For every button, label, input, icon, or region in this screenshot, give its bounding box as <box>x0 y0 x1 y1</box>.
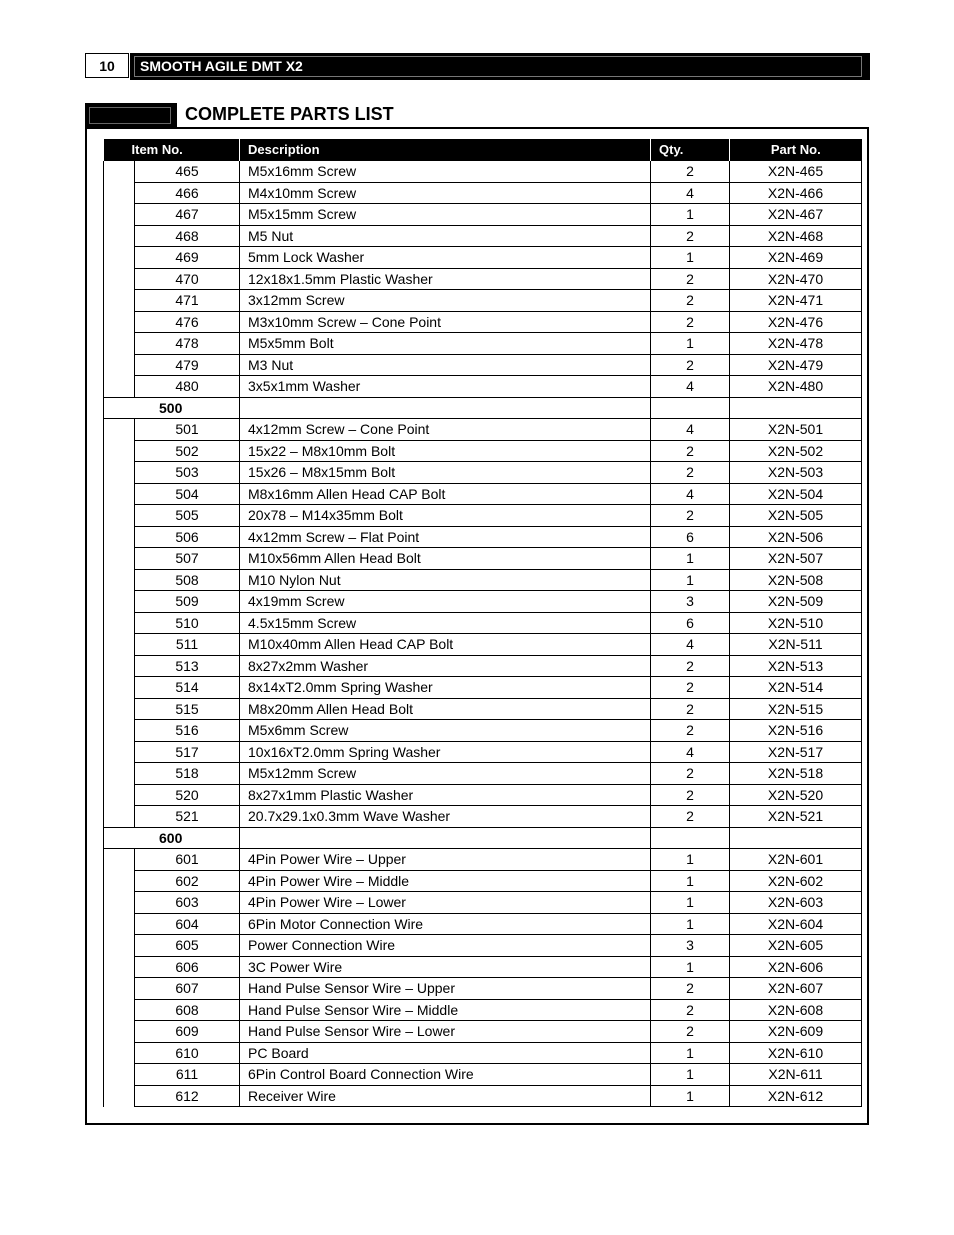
row-gutter <box>104 247 135 269</box>
group-number: 500 <box>104 397 240 419</box>
table-row <box>104 655 862 677</box>
parts-table <box>103 139 862 1107</box>
item-qty: 4 <box>651 483 730 505</box>
item-part-number: X2N-478 <box>730 333 862 355</box>
item-number: 503 <box>135 462 240 484</box>
table-row <box>104 376 862 398</box>
item-description: M5 Nut <box>240 225 651 247</box>
item-qty: 1 <box>651 1042 730 1064</box>
item-part-number: X2N-509 <box>730 591 862 613</box>
table-row <box>104 1085 862 1107</box>
table-row <box>104 935 862 957</box>
item-number: 514 <box>135 677 240 699</box>
table-row <box>104 526 862 548</box>
table-row <box>104 763 862 785</box>
row-gutter <box>104 161 135 183</box>
item-qty: 2 <box>651 311 730 333</box>
item-number: 516 <box>135 720 240 742</box>
item-part-number: X2N-507 <box>730 548 862 570</box>
item-description: M3x10mm Screw – Cone Point <box>240 311 651 333</box>
table-row <box>104 698 862 720</box>
table-row <box>104 1042 862 1064</box>
group-part-empty <box>730 827 862 849</box>
table-row <box>104 591 862 613</box>
row-gutter <box>104 677 135 699</box>
group-description-empty <box>240 397 651 419</box>
item-part-number: X2N-501 <box>730 419 862 441</box>
table-row <box>104 741 862 763</box>
row-gutter <box>104 720 135 742</box>
row-gutter <box>104 806 135 828</box>
parts-table-body <box>104 161 862 1107</box>
table-row <box>104 634 862 656</box>
item-description: 4Pin Power Wire – Middle <box>240 870 651 892</box>
page-header <box>85 53 870 80</box>
item-number: 609 <box>135 1021 240 1043</box>
section-title: COMPLETE PARTS LIST <box>185 104 394 124</box>
item-description: Power Connection Wire <box>240 935 651 957</box>
item-number: 606 <box>135 956 240 978</box>
item-qty: 1 <box>651 569 730 591</box>
item-part-number: X2N-468 <box>730 225 862 247</box>
item-number: 504 <box>135 483 240 505</box>
item-description: M10 Nylon Nut <box>240 569 651 591</box>
item-qty: 4 <box>651 182 730 204</box>
item-number: 465 <box>135 161 240 183</box>
item-qty: 1 <box>651 913 730 935</box>
item-description: 4x12mm Screw – Cone Point <box>240 419 651 441</box>
item-number: 604 <box>135 913 240 935</box>
item-number: 515 <box>135 698 240 720</box>
item-number: 466 <box>135 182 240 204</box>
item-number: 521 <box>135 806 240 828</box>
item-number: 502 <box>135 440 240 462</box>
table-row <box>104 161 862 183</box>
item-part-number: X2N-603 <box>730 892 862 914</box>
item-number: 476 <box>135 311 240 333</box>
row-gutter <box>104 784 135 806</box>
item-qty: 2 <box>651 161 730 183</box>
item-qty: 1 <box>651 247 730 269</box>
row-gutter <box>104 741 135 763</box>
row-gutter <box>104 1021 135 1043</box>
column-header-description: Description <box>240 139 651 161</box>
item-part-number: X2N-609 <box>730 1021 862 1043</box>
item-number: 517 <box>135 741 240 763</box>
item-description: 4Pin Power Wire – Upper <box>240 849 651 871</box>
item-part-number: X2N-521 <box>730 806 862 828</box>
table-row <box>104 311 862 333</box>
item-description: Hand Pulse Sensor Wire – Lower <box>240 1021 651 1043</box>
row-gutter <box>104 612 135 634</box>
table-row <box>104 290 862 312</box>
row-gutter <box>104 462 135 484</box>
item-qty: 4 <box>651 419 730 441</box>
item-number: 509 <box>135 591 240 613</box>
item-part-number: X2N-503 <box>730 462 862 484</box>
item-number: 480 <box>135 376 240 398</box>
item-qty: 2 <box>651 655 730 677</box>
item-qty: 2 <box>651 1021 730 1043</box>
item-number: 508 <box>135 569 240 591</box>
row-gutter <box>104 870 135 892</box>
item-number: 511 <box>135 634 240 656</box>
item-part-number: X2N-480 <box>730 376 862 398</box>
item-part-number: X2N-605 <box>730 935 862 957</box>
table-row <box>104 419 862 441</box>
column-header-qty: Qty. <box>651 139 730 161</box>
item-part-number: X2N-602 <box>730 870 862 892</box>
item-description: M4x10mm Screw <box>240 182 651 204</box>
item-part-number: X2N-467 <box>730 204 862 226</box>
row-gutter <box>104 634 135 656</box>
item-qty: 1 <box>651 870 730 892</box>
document-title: SMOOTH AGILE DMT X2 <box>140 58 303 74</box>
item-qty: 2 <box>651 268 730 290</box>
row-gutter <box>104 913 135 935</box>
item-part-number: X2N-515 <box>730 698 862 720</box>
row-gutter <box>104 548 135 570</box>
table-row <box>104 870 862 892</box>
item-qty: 2 <box>651 354 730 376</box>
column-header-part: Part No. <box>730 139 862 161</box>
item-qty: 4 <box>651 376 730 398</box>
item-number: 470 <box>135 268 240 290</box>
item-number: 467 <box>135 204 240 226</box>
group-number: 600 <box>104 827 240 849</box>
table-row <box>104 677 862 699</box>
table-row <box>104 849 862 871</box>
item-description: Receiver Wire <box>240 1085 651 1107</box>
row-gutter <box>104 763 135 785</box>
item-qty: 2 <box>651 505 730 527</box>
item-qty: 2 <box>651 978 730 1000</box>
item-description: 6Pin Motor Connection Wire <box>240 913 651 935</box>
row-gutter <box>104 268 135 290</box>
row-gutter <box>104 892 135 914</box>
row-gutter <box>104 956 135 978</box>
item-qty: 6 <box>651 612 730 634</box>
row-gutter <box>104 698 135 720</box>
item-number: 507 <box>135 548 240 570</box>
row-gutter <box>104 569 135 591</box>
row-gutter <box>104 354 135 376</box>
item-description: M5x6mm Screw <box>240 720 651 742</box>
table-row <box>104 1021 862 1043</box>
group-qty-empty <box>651 827 730 849</box>
item-number: 612 <box>135 1085 240 1107</box>
table-header-row <box>104 139 862 161</box>
table-row <box>104 268 862 290</box>
item-part-number: X2N-606 <box>730 956 862 978</box>
item-description: 3x12mm Screw <box>240 290 651 312</box>
table-row <box>104 548 862 570</box>
item-part-number: X2N-502 <box>730 440 862 462</box>
section-title-block <box>85 103 177 128</box>
item-part-number: X2N-517 <box>730 741 862 763</box>
item-part-number: X2N-607 <box>730 978 862 1000</box>
table-row <box>104 784 862 806</box>
group-row <box>104 827 862 849</box>
page-number: 10 <box>85 53 129 78</box>
group-qty-empty <box>651 397 730 419</box>
row-gutter <box>104 1085 135 1107</box>
item-qty: 1 <box>651 333 730 355</box>
row-gutter <box>104 655 135 677</box>
item-description: M5x12mm Screw <box>240 763 651 785</box>
item-description: M8x16mm Allen Head CAP Bolt <box>240 483 651 505</box>
item-description: M10x40mm Allen Head CAP Bolt <box>240 634 651 656</box>
item-qty: 2 <box>651 225 730 247</box>
item-part-number: X2N-611 <box>730 1064 862 1086</box>
item-number: 506 <box>135 526 240 548</box>
item-number: 610 <box>135 1042 240 1064</box>
item-description: M5x16mm Screw <box>240 161 651 183</box>
item-description: 4.5x15mm Screw <box>240 612 651 634</box>
item-description: 5mm Lock Washer <box>240 247 651 269</box>
item-number: 478 <box>135 333 240 355</box>
group-description-empty <box>240 827 651 849</box>
item-description: 8x27x2mm Washer <box>240 655 651 677</box>
header-bar <box>130 53 870 80</box>
item-part-number: X2N-465 <box>730 161 862 183</box>
row-gutter <box>104 333 135 355</box>
row-gutter <box>104 182 135 204</box>
item-qty: 4 <box>651 741 730 763</box>
row-gutter <box>104 526 135 548</box>
item-description: Hand Pulse Sensor Wire – Middle <box>240 999 651 1021</box>
item-part-number: X2N-610 <box>730 1042 862 1064</box>
item-qty: 2 <box>651 440 730 462</box>
table-row <box>104 440 862 462</box>
item-qty: 1 <box>651 849 730 871</box>
item-description: M10x56mm Allen Head Bolt <box>240 548 651 570</box>
table-row <box>104 247 862 269</box>
item-description: 4Pin Power Wire – Lower <box>240 892 651 914</box>
item-qty: 1 <box>651 548 730 570</box>
item-number: 608 <box>135 999 240 1021</box>
row-gutter <box>104 290 135 312</box>
table-row <box>104 720 862 742</box>
item-description: 8x27x1mm Plastic Washer <box>240 784 651 806</box>
item-number: 607 <box>135 978 240 1000</box>
item-part-number: X2N-470 <box>730 268 862 290</box>
group-row <box>104 397 862 419</box>
row-gutter <box>104 204 135 226</box>
table-row <box>104 569 862 591</box>
table-row <box>104 913 862 935</box>
item-description: Hand Pulse Sensor Wire – Upper <box>240 978 651 1000</box>
item-description: 4x12mm Screw – Flat Point <box>240 526 651 548</box>
item-number: 471 <box>135 290 240 312</box>
table-row <box>104 483 862 505</box>
item-part-number: X2N-520 <box>730 784 862 806</box>
item-qty: 2 <box>651 677 730 699</box>
item-number: 505 <box>135 505 240 527</box>
row-gutter <box>104 935 135 957</box>
item-description: 15x26 – M8x15mm Bolt <box>240 462 651 484</box>
item-number: 469 <box>135 247 240 269</box>
table-row <box>104 956 862 978</box>
item-qty: 3 <box>651 935 730 957</box>
row-gutter <box>104 483 135 505</box>
row-gutter <box>104 311 135 333</box>
item-number: 510 <box>135 612 240 634</box>
item-part-number: X2N-601 <box>730 849 862 871</box>
item-description: M3 Nut <box>240 354 651 376</box>
table-row <box>104 1064 862 1086</box>
item-qty: 2 <box>651 763 730 785</box>
item-description: 4x19mm Screw <box>240 591 651 613</box>
item-qty: 2 <box>651 999 730 1021</box>
item-qty: 6 <box>651 526 730 548</box>
item-part-number: X2N-608 <box>730 999 862 1021</box>
row-gutter <box>104 440 135 462</box>
item-description: 3C Power Wire <box>240 956 651 978</box>
item-number: 605 <box>135 935 240 957</box>
row-gutter <box>104 1064 135 1086</box>
row-gutter <box>104 505 135 527</box>
item-part-number: X2N-612 <box>730 1085 862 1107</box>
item-number: 479 <box>135 354 240 376</box>
item-description: M8x20mm Allen Head Bolt <box>240 698 651 720</box>
item-number: 468 <box>135 225 240 247</box>
item-number: 603 <box>135 892 240 914</box>
item-description: PC Board <box>240 1042 651 1064</box>
item-part-number: X2N-511 <box>730 634 862 656</box>
item-part-number: X2N-510 <box>730 612 862 634</box>
item-qty: 1 <box>651 1085 730 1107</box>
item-qty: 2 <box>651 806 730 828</box>
table-row <box>104 978 862 1000</box>
item-part-number: X2N-514 <box>730 677 862 699</box>
table-row <box>104 354 862 376</box>
item-part-number: X2N-471 <box>730 290 862 312</box>
item-part-number: X2N-516 <box>730 720 862 742</box>
item-part-number: X2N-479 <box>730 354 862 376</box>
item-description: 6Pin Control Board Connection Wire <box>240 1064 651 1086</box>
item-qty: 3 <box>651 591 730 613</box>
row-gutter <box>104 419 135 441</box>
item-qty: 2 <box>651 462 730 484</box>
item-qty: 2 <box>651 698 730 720</box>
table-row <box>104 182 862 204</box>
item-description: 3x5x1mm Washer <box>240 376 651 398</box>
item-description: 12x18x1.5mm Plastic Washer <box>240 268 651 290</box>
table-row <box>104 462 862 484</box>
item-number: 513 <box>135 655 240 677</box>
item-description: 20.7x29.1x0.3mm Wave Washer <box>240 806 651 828</box>
item-part-number: X2N-604 <box>730 913 862 935</box>
item-part-number: X2N-508 <box>730 569 862 591</box>
item-number: 518 <box>135 763 240 785</box>
item-qty: 1 <box>651 892 730 914</box>
item-part-number: X2N-466 <box>730 182 862 204</box>
item-part-number: X2N-505 <box>730 505 862 527</box>
item-number: 520 <box>135 784 240 806</box>
item-part-number: X2N-513 <box>730 655 862 677</box>
item-qty: 1 <box>651 1064 730 1086</box>
item-qty: 4 <box>651 634 730 656</box>
item-description: 8x14xT2.0mm Spring Washer <box>240 677 651 699</box>
item-qty: 1 <box>651 956 730 978</box>
table-row <box>104 505 862 527</box>
item-part-number: X2N-476 <box>730 311 862 333</box>
item-description: M5x15mm Screw <box>240 204 651 226</box>
row-gutter <box>104 591 135 613</box>
column-header-item: Item No. <box>104 139 240 161</box>
table-row <box>104 333 862 355</box>
item-qty: 1 <box>651 204 730 226</box>
group-part-empty <box>730 397 862 419</box>
item-qty: 2 <box>651 290 730 312</box>
item-number: 501 <box>135 419 240 441</box>
item-number: 611 <box>135 1064 240 1086</box>
item-part-number: X2N-504 <box>730 483 862 505</box>
item-part-number: X2N-469 <box>730 247 862 269</box>
item-description: 10x16xT2.0mm Spring Washer <box>240 741 651 763</box>
table-row <box>104 892 862 914</box>
item-qty: 2 <box>651 784 730 806</box>
section-title-block-frame <box>89 107 171 124</box>
item-number: 601 <box>135 849 240 871</box>
item-description: 20x78 – M14x35mm Bolt <box>240 505 651 527</box>
item-number: 602 <box>135 870 240 892</box>
item-qty: 2 <box>651 720 730 742</box>
row-gutter <box>104 999 135 1021</box>
item-description: 15x22 – M8x10mm Bolt <box>240 440 651 462</box>
row-gutter <box>104 1042 135 1064</box>
row-gutter <box>104 376 135 398</box>
row-gutter <box>104 978 135 1000</box>
table-row <box>104 204 862 226</box>
row-gutter <box>104 849 135 871</box>
table-row <box>104 999 862 1021</box>
table-row <box>104 225 862 247</box>
table-row <box>104 806 862 828</box>
item-part-number: X2N-506 <box>730 526 862 548</box>
row-gutter <box>104 225 135 247</box>
item-description: M5x5mm Bolt <box>240 333 651 355</box>
table-row <box>104 612 862 634</box>
item-part-number: X2N-518 <box>730 763 862 785</box>
